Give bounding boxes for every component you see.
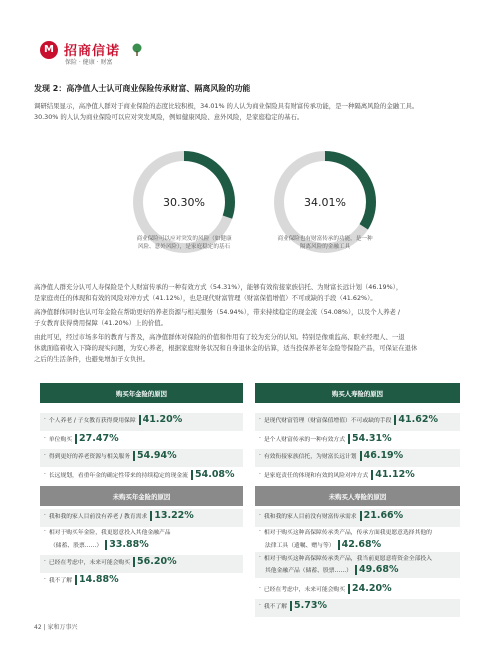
- stat-value: 41.20%: [142, 414, 183, 425]
- stat-value: 14.88%: [79, 574, 119, 585]
- brand-tagline: 保险 · 健康 · 财富: [65, 59, 113, 66]
- list-item: 法律工具（遗嘱、赠与等） 42.68%: [265, 539, 382, 550]
- stat-value: 54.08%: [194, 469, 235, 480]
- intro-line-1: 调研结果显示，高净值人群对于商业保险的态度比较积极，34.01% 的人认为商业保险具有财富传承功能，是一种隔离风险的金融工具。: [34, 102, 419, 110]
- body-p2: 是家庭责任的体现和有效的风险对冲方式（41.12%），也是现代财富管理（财富保值增值）不可或缺的手段（41.62%）。: [34, 294, 377, 302]
- list-item: · 已经在考虑中，未来可能会购买 56.20%: [44, 556, 177, 567]
- body-p6: 休就面临着收入下降的现实问题，为安心养老，根据家庭财务状况和自身退休金的估算，适当投保养老年金险等保险产品，可保证在退休: [34, 344, 418, 352]
- list-item: · 相对于购买这种高保障传承类产品，传承方面我更愿意选择其他的: [259, 528, 432, 536]
- list-item: · 已经在考虑中，未来可能会购买 24.20%: [259, 583, 392, 594]
- list-item: （储蓄、股票……） 33.88%: [50, 539, 149, 550]
- donut-caption-2: [260, 235, 390, 251]
- stat-value: 41.62%: [398, 414, 438, 425]
- brand-name: 招商信诺: [64, 44, 121, 59]
- list-item: · 得到更好的养老资源与相关服务 54.94%: [44, 450, 177, 461]
- list-item: · 有效衔接家族信托，为财富长远计划 46.19%: [259, 450, 404, 461]
- list-item: · 相对于购买年金险，我更愿意投入其他金融产品: [44, 528, 171, 536]
- list-item: · 相对于购买这种高保障传承类产品，我当前更愿意将资金全部投入: [259, 554, 432, 562]
- footer-title: 家和万事兴: [47, 624, 78, 631]
- list-item: · 单位购买 27.47%: [44, 433, 119, 444]
- body-p5: 由此可见，经过市场多年的教育与普及，高净值群体对保险的价值和作用有了较为充分的认知。特别是像重监高、职业经理人、一退: [34, 333, 405, 341]
- page-number: 42: [34, 624, 42, 631]
- donut-caption-2-line1: 商业保险也有财富传承的功能，是一种: [277, 236, 373, 242]
- stat-value: 49.68%: [358, 564, 399, 575]
- list-item: · 我和我的家人目前没有养老 / 教育需求 13.22%: [44, 510, 194, 521]
- list-item: · 个人养老 / 子女教育获得费用保障 41.20%: [44, 414, 183, 425]
- footer-separator: |: [43, 624, 48, 631]
- list-item: · 我不了解 5.73%: [259, 600, 328, 611]
- stat-value: 54.94%: [137, 450, 177, 461]
- stat-value: 46.19%: [363, 450, 404, 461]
- stat-value: 24.20%: [352, 583, 392, 594]
- donut-caption-2-line2: 隔离风险的金融工具: [299, 244, 351, 250]
- tree-icon: [130, 43, 144, 57]
- stat-value: 41.12%: [375, 469, 415, 480]
- stat-value: 56.20%: [137, 556, 177, 567]
- donut-value: 34.01%: [304, 196, 346, 209]
- list-item: · 是现代财富管理（财富保值增值）不可或缺的手段 41.62%: [259, 414, 438, 425]
- stat-value: 5.73%: [294, 600, 328, 611]
- table-head-not-life: 未购买人寿险的原因: [255, 486, 460, 506]
- stat-value: 54.31%: [352, 433, 392, 444]
- donut-value: 30.30%: [163, 196, 205, 209]
- body-p7: 之后的生活条件，也避免增加子女负担。: [34, 355, 150, 363]
- table-head-buy-annuity: 购买年金险的原因: [40, 383, 243, 403]
- page-footer: [34, 622, 78, 631]
- body-p1: 高净值人群充分认可人寿保险是个人财富传承的一种有效方式（54.31%），能够有效衔接家族信托、为财富长远计划（46.19%），: [34, 283, 403, 291]
- intro-line-2: 30.30% 的人认为商业保险可以应对突发风险，例如健康风险、意外风险，是家庭稳定的基石。: [34, 113, 304, 121]
- donut-caption-1: [119, 235, 249, 251]
- donut-caption-1-line1: 商业保险可以应对突发的风险（如健康: [136, 236, 232, 242]
- stat-value: 42.68%: [341, 539, 382, 550]
- section-title: 发现 2：高净值人士认可商业保险传承财富、隔离风险的功能: [34, 84, 251, 93]
- list-item: 其他金融产品（储蓄、股票……） 49.68%: [265, 564, 399, 575]
- list-item: · 我和我的家人目前没有财富传承需求 21.66%: [259, 510, 404, 521]
- body-p3: 高净值群体同时也认可年金险在帮助更好的养老资源与相关服务（54.94%），带来持续稳定的现金流（54.08%），以及个人养老 /: [34, 308, 401, 316]
- list-item: · 是家庭责任的体现和有效的风险对冲方式 41.12%: [259, 469, 415, 480]
- stat-value: 21.66%: [363, 510, 404, 521]
- donut-caption-1-line2: 风险、意外风险），是家庭稳定的基石: [137, 244, 231, 250]
- cmb-logo-icon: M: [40, 41, 58, 59]
- table-head-not-annuity: 未购买年金险的原因: [40, 486, 243, 506]
- body-p4: 子女教育获得费用保障（41.20%）上的价值。: [34, 319, 168, 327]
- list-item: · 长远规划，看重年金的确定性带来的持续稳定的现金流 54.08%: [44, 469, 235, 480]
- table-head-buy-life: 购买人寿险的原因: [255, 383, 460, 403]
- list-item: · 是个人财富传承的一种有效方式 54.31%: [259, 433, 392, 444]
- stat-value: 33.88%: [109, 539, 149, 550]
- stat-value: 27.47%: [79, 433, 119, 444]
- list-item: · 我不了解 14.88%: [44, 574, 119, 585]
- stat-value: 13.22%: [154, 510, 194, 521]
